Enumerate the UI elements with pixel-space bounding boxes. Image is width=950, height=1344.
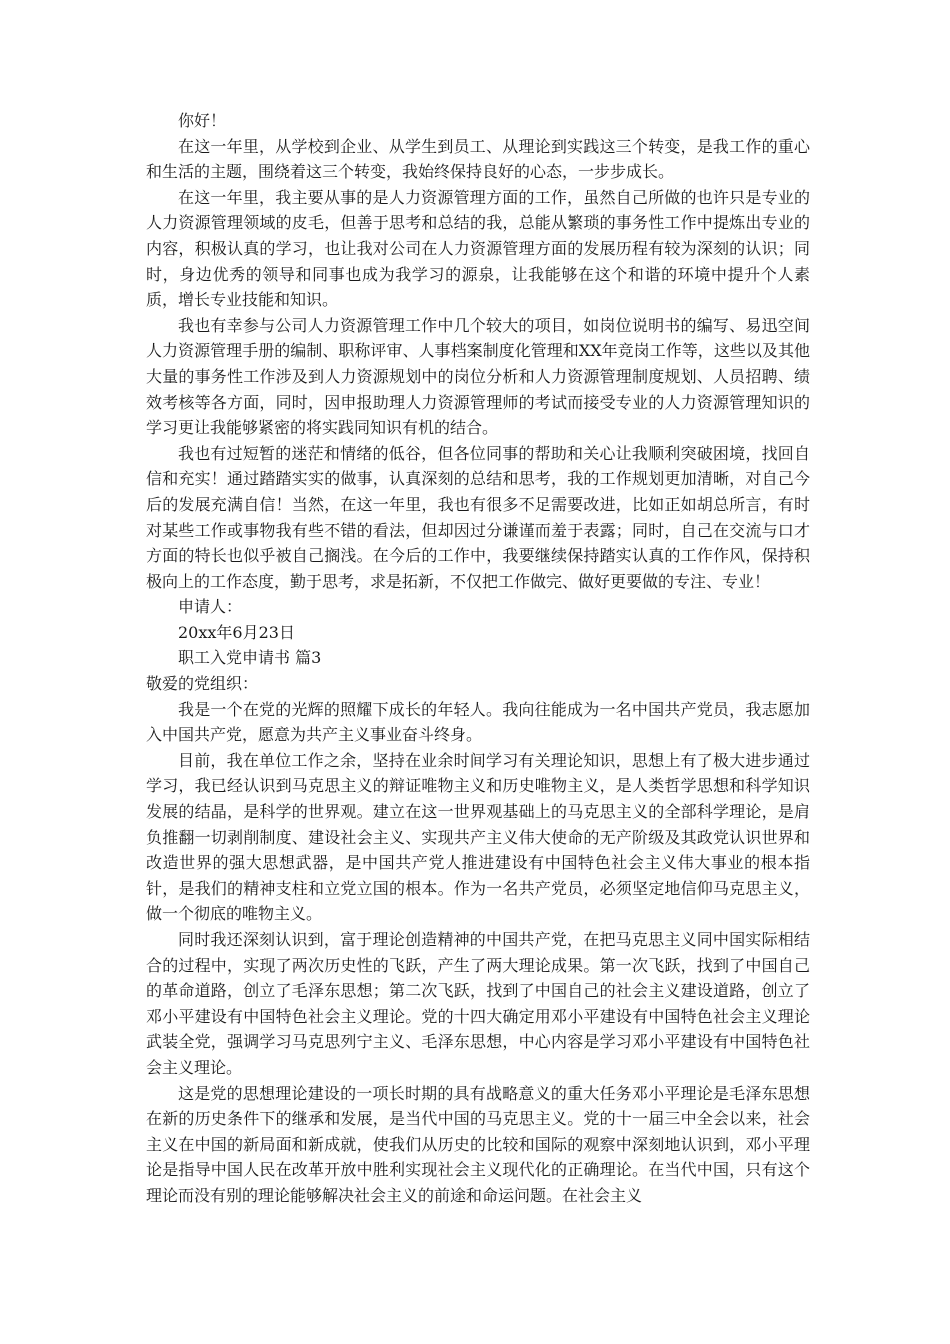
body-paragraph: 在这一年里，从学校到企业、从学生到员工、从理论到实践这三个转变，是我工作的重心和生活的主题，围绕着这三个转变，我始终保持良好的心态，一步步成长。 — [146, 136, 810, 182]
body-paragraph: 在这一年里，我主要从事的是人力资源管理方面的工作，虽然自己所做的也许只是专业的人力资源管理领域的皮毛，但善于思考和总结的我，总能从繁琐的事务性工作中提炼出专业的内容，积极认真的学习，也让我对公司在人力资源管理方面的发展历程有较为深刻的认识；同时，身边优秀的领导和同事也成为我学习的源泉，让我能够在这个和谐的环境中提升个人素质，增长专业技能和知识。 — [146, 187, 810, 310]
section-title: 职工入党申请书 篇3 — [178, 648, 322, 668]
body-paragraph: 我是一个在党的光辉的照耀下成长的年轻人。我向往能成为一名中国共产党员，我志愿加入中国共产党，愿意为共产主义事业奋斗终身。 — [146, 699, 810, 745]
salutation: 敬爱的党组织： — [146, 674, 259, 694]
document-page — [146, 108, 810, 1209]
date-line: 20xx年6月23日 — [178, 622, 295, 642]
body-paragraph: 我也有过短暂的迷茫和情绪的低谷，但各位同事的帮助和关心让我顺利突破困境，找回自信和充实！通过踏踏实实的做事，认真深刻的总结和思考，我的工作规划更加清晰，对自己今后的发展充满自信！当然，在这一年里，我也有很多不足需要改进，比如正如胡总所言，有时对某些工作或事物我有些不错的看法，但却因过分谦谨而羞于表露；同时，自己在交流与口才方面的特长也似乎被自己搁浅。在今后的工作中，我要继续保持踏实认真的工作作风，保持积极向上的工作态度，勤于思考，求是拓新，不仅把工作做完、做好更要做的专注、专业！ — [146, 443, 810, 591]
body-paragraph: 同时我还深刻认识到，富于理论创造精神的中国共产党，在把马克思主义同中国实际相结合的过程中，实现了两次历史性的飞跃，产生了两大理论成果。第一次飞跃，找到了中国自己的革命道路，创立了毛泽东思想；第二次飞跃，找到了中国自己的社会主义建设道路，创立了邓小平建设有中国特色社会主义理论。党的十四大确定用邓小平建设有中国特色社会主义理论武装全党，强调学习马克思列宁主义、毛泽东思想，中心内容是学习邓小平建设有中国特色社会主义理论。 — [146, 930, 810, 1077]
greeting-paragraph: 你好！ — [178, 111, 227, 130]
body-paragraph: 这是党的思想理论建设的一项长时期的具有战略意义的重大任务邓小平理论是毛泽东思想在新的历史条件下的继承和发展，是当代中国的马克思主义。党的十一届三中全会以来，社会主义在中国的新局面和新成就，使我们从历史的比较和国际的观察中深刻地认识到，邓小平理论是指导中国人民在改革开放中胜利实现社会主义现代化的正确理论。在当代中国，只有这个理论而没有别的理论能够解决社会主义的前途和命运问题。在社会主义 — [146, 1083, 810, 1205]
applicant-label: 申请人： — [178, 597, 243, 617]
body-paragraph: 我也有幸参与公司人力资源管理工作中几个较大的项目，如岗位说明书的编写、易迅空间人力资源管理手册的编制、职称评审、人事档案制度化管理和XX年竞岗工作等，这些以及其他大量的事务性工作涉及到人力资源规划中的岗位分析和人力资源管理制度规划、人员招聘、绩效考核等各方面，同时，因申报助理人力资源管理师的考试而接受专业的人力资源管理知识的学习更让我能够紧密的将实践同知识有机的结合。 — [146, 315, 810, 438]
body-paragraph: 目前，我在单位工作之余，坚持在业余时间学习有关理论知识，思想上有了极大进步通过学习，我已经认识到马克思主义的辩证唯物主义和历史唯物主义，是人类哲学思想和科学知识发展的结晶，是科学的世界观。建立在这一世界观基础上的马克思主义的全部科学理论，是肩负推翻一切剥削制度、建设社会主义、实现共产主义伟大使命的无产阶级及其政党认识世界和改造世界的强大思想武器，是中国共产党人推进建设有中国特色社会主义伟大事业的根本指针，是我们的精神支柱和立党立国的根本。作为一名共产党员，必须坚定地信仰马克思主义，做一个彻底的唯物主义。 — [146, 750, 810, 924]
